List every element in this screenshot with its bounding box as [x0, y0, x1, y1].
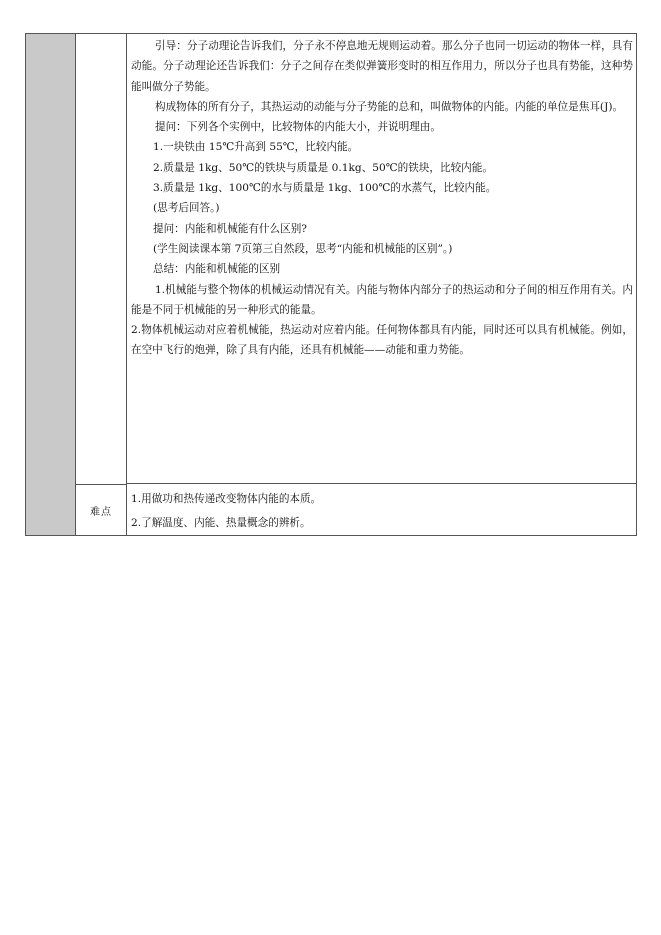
- question-difference: 提问：内能和机械能有什么区别?: [153, 222, 307, 235]
- difficulty-label: 难点: [90, 506, 112, 518]
- intro-paragraph: 引导：分子动理论告诉我们，分子永不停息地无规则运动着。那么分子也同一切运动的物体一样，具有动能。分子动理论还告诉我们：分子之间存在类似弹簧形变时的相互作用力，所以分子也具有势能，这种势能叫做分子势能。: [131, 40, 633, 93]
- summary-point-1: 1.机械能与整个物体的机械运动情况有关。内能与物体内部分子的热运动和分子间的相互作用有关。内能是不同于机械能的另一种形式的能量。: [131, 283, 633, 316]
- think-note: (思考后回答。): [153, 202, 220, 215]
- example-3: 3.质量是 1kg、100℃的水与质量是 1kg、100℃的水蒸气，比较内能。: [153, 182, 497, 195]
- label-column: [76, 33, 126, 536]
- lesson-table: [25, 33, 637, 536]
- internal-energy-definition: 构成物体的所有分子，其热运动的动能与分子势能的总和，叫做物体的内能。内能的单位是焦耳(J)。: [155, 100, 624, 113]
- difficulty-cell: [126, 484, 637, 536]
- difficulty-item-1: 1.用做功和热传递改变物体内能的本质。: [131, 493, 322, 505]
- summary-point-2: 2.物体机械运动对应着机械能，热运动对应着内能。任何物体都具有内能，同时还可以具有机械能。例如，在空中飞行的炮弹，除了具有内能，还具有机械能——动能和重力势能。: [131, 324, 633, 357]
- difficulty-item-2: 2.了解温度、内能、热量概念的辨析。: [131, 517, 311, 529]
- example-1: 1.一块铁由 15℃升高到 55℃，比较内能。: [153, 141, 359, 154]
- section-sidebar: [25, 33, 76, 536]
- question-prompt: 提问：下列各个实例中，比较物体的内能大小，并说明理由。: [155, 121, 442, 134]
- summary-heading: 总结：内能和机械能的区别: [153, 263, 281, 276]
- reading-note: (学生阅读课本第 7页第三自然段，思考“内能和机械能的区别”。): [153, 242, 453, 255]
- teaching-content-cell: [126, 33, 637, 484]
- example-2: 2.质量是 1kg、50℃的铁块与质量是 0.1kg、50℃的铁块，比较内能。: [153, 161, 493, 174]
